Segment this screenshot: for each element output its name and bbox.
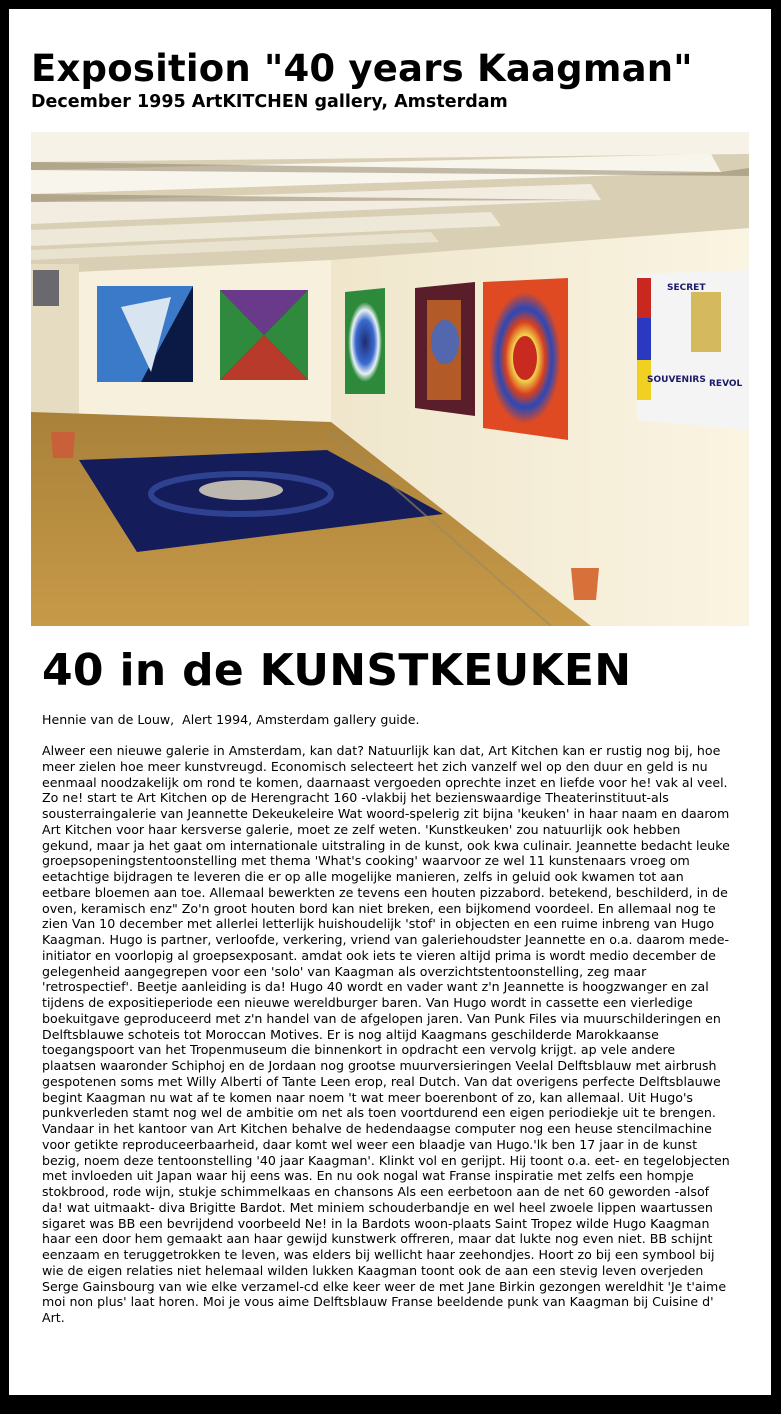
painting-green-star bbox=[220, 290, 308, 380]
painting-mandala bbox=[483, 278, 568, 440]
page-title: Exposition "40 years Kaagman" bbox=[31, 47, 693, 90]
artwork-text-souvenirs: SOUVENIRS bbox=[647, 375, 706, 385]
article-byline: Hennie van de Louw, Alert 1994, Amsterdam gallery guide. bbox=[42, 712, 420, 727]
painting-souvenirs bbox=[637, 270, 749, 430]
artwork-text-revol: REVOL bbox=[709, 379, 743, 389]
page-subtitle: December 1995 ArtKITCHEN gallery, Amsterdam bbox=[31, 92, 508, 112]
flower-pot-left bbox=[51, 432, 75, 458]
painting-globe bbox=[345, 288, 385, 394]
gallery-photo bbox=[31, 132, 749, 626]
article-heading: 40 in de KUNSTKEUKEN bbox=[42, 645, 632, 696]
painting-city-blue bbox=[97, 286, 193, 382]
painting-tall bbox=[415, 282, 475, 416]
article-body: Alweer een nieuwe galerie in Amsterdam, kan dat? Natuurlijk kan dat, Art Kitchen kan er rustig nog bij, hoe meer zielen hoe meer kunstvreugd. Economisch selecteert het zich vanzelf wel op den duur en geld is nu eenmaal noodzakelijk om rond te komen, daarnaast vergoeden oprechte inzet en liefde voor he! vak al veel. Zo ne! start te Art Kitchen op de Herengracht 160 -vlakbij het bezienswaardige Theaterinstituut-als sousterraingalerie van Jeannette Dekeukeleire Wat woord-spelerig zit bijna 'keuken' in haar naam en daarom Art Kitchen voor haar kersverse galerie, moet ze zelf weten. 'Kunstkeuken' zou natuurlijk ook hebben gekund, maar ja het gaat om internationale uitstraling in de kunst, ook kwa culinair. Jeannette bedacht leuke groepsopeningstentoonstelling met thema 'What's cooking' waarvoor ze wel 11 kunstenaars vroeg om eetachtige bijdragen te leveren die er op alle mogelijke manieren, zelfs in geluid ook kwamen tot aan eetbare bloemen aan toe. Allemaal bewerkten ze tevens een houten pizzabord. betekend, beschilderd, in de oven, keramisch enz" Zo'n groot houten bord kan niet breken, een bijkomend voordeel. En allemaal nog te zien Van 10 december met allerlei letterlijk huishoudelijk 'stof' in objecten en een ruime inbreng van Hugo Kaagman. Hugo is partner, verloofde, verkering, vriend van galeriehoudster Jeannette en o.a. daarom mede-initiator en voorlopig al groepsexposant. amdat ook iets te vieren altijd prima is wordt medio december de gelegenheid aangegrepen voor een 'solo' van Kaagman als overzichtstentoonstelling, zeg maar 'retrospectief'. Beetje aanleiding is da! Hugo 40 wordt en vader want z'n Jeannette is hoogzwanger en zal tijdens de expositieperiode een nieuwe wereldburger baren. Van Hugo wordt in cassette een vierledige boekuitgave geproduceerd met z'n handel van de afgelopen jaren. Van Punk Files via muurschilderingen en Delftsblauwe schoteis tot Moroccan Motives. Er is nog altijd Kaagmans geschilderde Marokkaanse toegangspoort van het Tropenmuseum die binnenkort in opdracht een vervolg krijgt. ap vele andere plaatsen waaronder Schiphoj en de Jordaan nog grootse muurversieringen Veelal Delftsblauw met airbrush gespotenen soms met Willy Alberti of Tante Leen erop, real Dutch. Van dat overigens perfecte Delftsblauwe begint Kaagman nu wat af te komen naar noem 't wat meer boerenbont of zo, kan allemaal. Uit Hugo's punkverleden stamt nog wel de ambitie om net als toen voortdurend een eigen periodiekje uit te brengen. Vandaar in het kantoor van Art Kitchen behalve de hedendaagse computer nog een heuse stencilmachine voor getikte reproduceerbaarheid, daar komt wel weer een blaadje van Hugo.'lk ben 17 jaar in de kunst bezig, noem deze tentoonstelling '40 jaar Kaagman'. Klinkt vol en gerijpt. Hij toont o.a. eet- en tegelobjecten met invloeden uit Japan waar hij eens was. En nu ook nogal wat Franse inspiratie met zelfs een hompje stokbrood, rode wijn, stukje schimmelkaas en chansons Als een eerbetoon aan de net 60 geworden -alsof da! wat uitmaakt- diva Brigitte Bardot. Met miniem schouderbandje en wel heel zwoele lippen waartussen sigaret was BB een bevrijdend voorbeeld Ne! in la Bardots woon-plaats Saint Tropez wilde Hugo Kaagman haar een door hem gemaakt aan haar gewijd kunstwerk offreren, maar dat lukte nog even niet. BB schijnt eenzaam en teruggetrokken te leven, was elders bij wellicht haar zeehondjes. Hoort zo bij een symbool bij wie de eigen relaties niet helemaal wilden lukken Kaagman toont ook de aan een stevig leven overjeden Serge Gainsbourg van wie elke verzamel-cd elke keer weer de met Jane Birkin gezongen wereldhit 'Je t'aime moi non plus' laat horen. Moi je vous aime Delftsblauw Franse beeldende punk van Kaagman bij Cuisine d' Art. bbox=[42, 743, 730, 1325]
flower-pot-right bbox=[571, 568, 599, 600]
artwork-text-secret: SECRET bbox=[667, 283, 706, 293]
page-frame bbox=[9, 9, 771, 1395]
